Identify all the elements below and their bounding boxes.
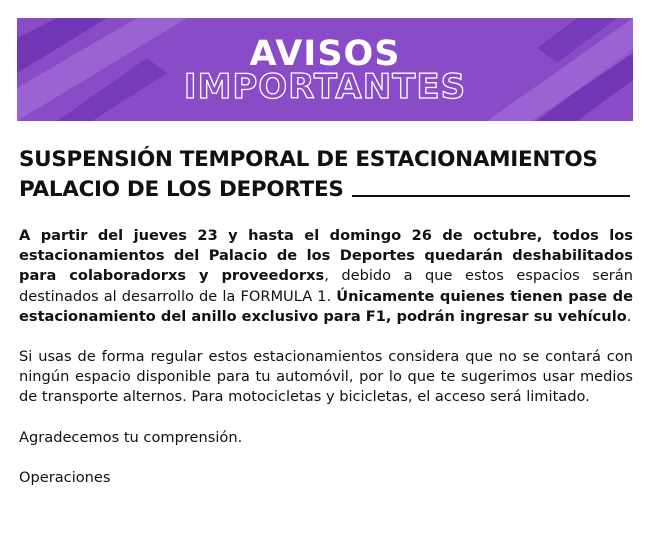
paragraph-dates-bold-1: A partir del jueves 23 y hasta el domingo 26 de octubre, todos los estacionamientos del Palacio de los Deportes quedarán deshabilitados para colaboradorxs y proveedorxs (19, 227, 633, 285)
notice-headline (19, 145, 634, 205)
banner-title: AVISOS (249, 34, 401, 74)
paragraph-signature: Operaciones (19, 468, 111, 486)
paragraph-dates-normal-1: , debido a que estos espacios serán destinados al desarrollo de la FORMULA 1. (19, 267, 633, 305)
banner-subtitle: IMPORTANTES (183, 67, 467, 107)
headline-line-2 (19, 175, 634, 205)
paragraph-dates (19, 226, 633, 327)
paragraph-dates-normal-2: . (626, 307, 632, 325)
headline-text-2: PALACIO DE LOS DEPORTES (19, 177, 344, 202)
notice-body (19, 226, 633, 508)
headline-text-1: SUSPENSIÓN TEMPORAL DE ESTACIONAMIENTOS (19, 147, 598, 172)
headline-underline-rule (352, 195, 630, 197)
announcement-banner (17, 18, 633, 121)
paragraph-thanks: Agradecemos tu comprensión. (19, 428, 243, 446)
headline-line-1 (19, 145, 634, 175)
paragraph-dates-bold-2: Únicamente quienes tienen pase de estacionamiento del anillo exclusivo para F1, podrán ingresar su vehículo (19, 287, 633, 325)
paragraph-alternatives: Si usas de forma regular estos estacionamientos considera que no se contará con ningún espacio disponible para tu automóvil, por lo que te sugerimos usar medios de transporte alternos. Para motocicletas y bicicletas, el acceso será limitado. (19, 348, 633, 406)
